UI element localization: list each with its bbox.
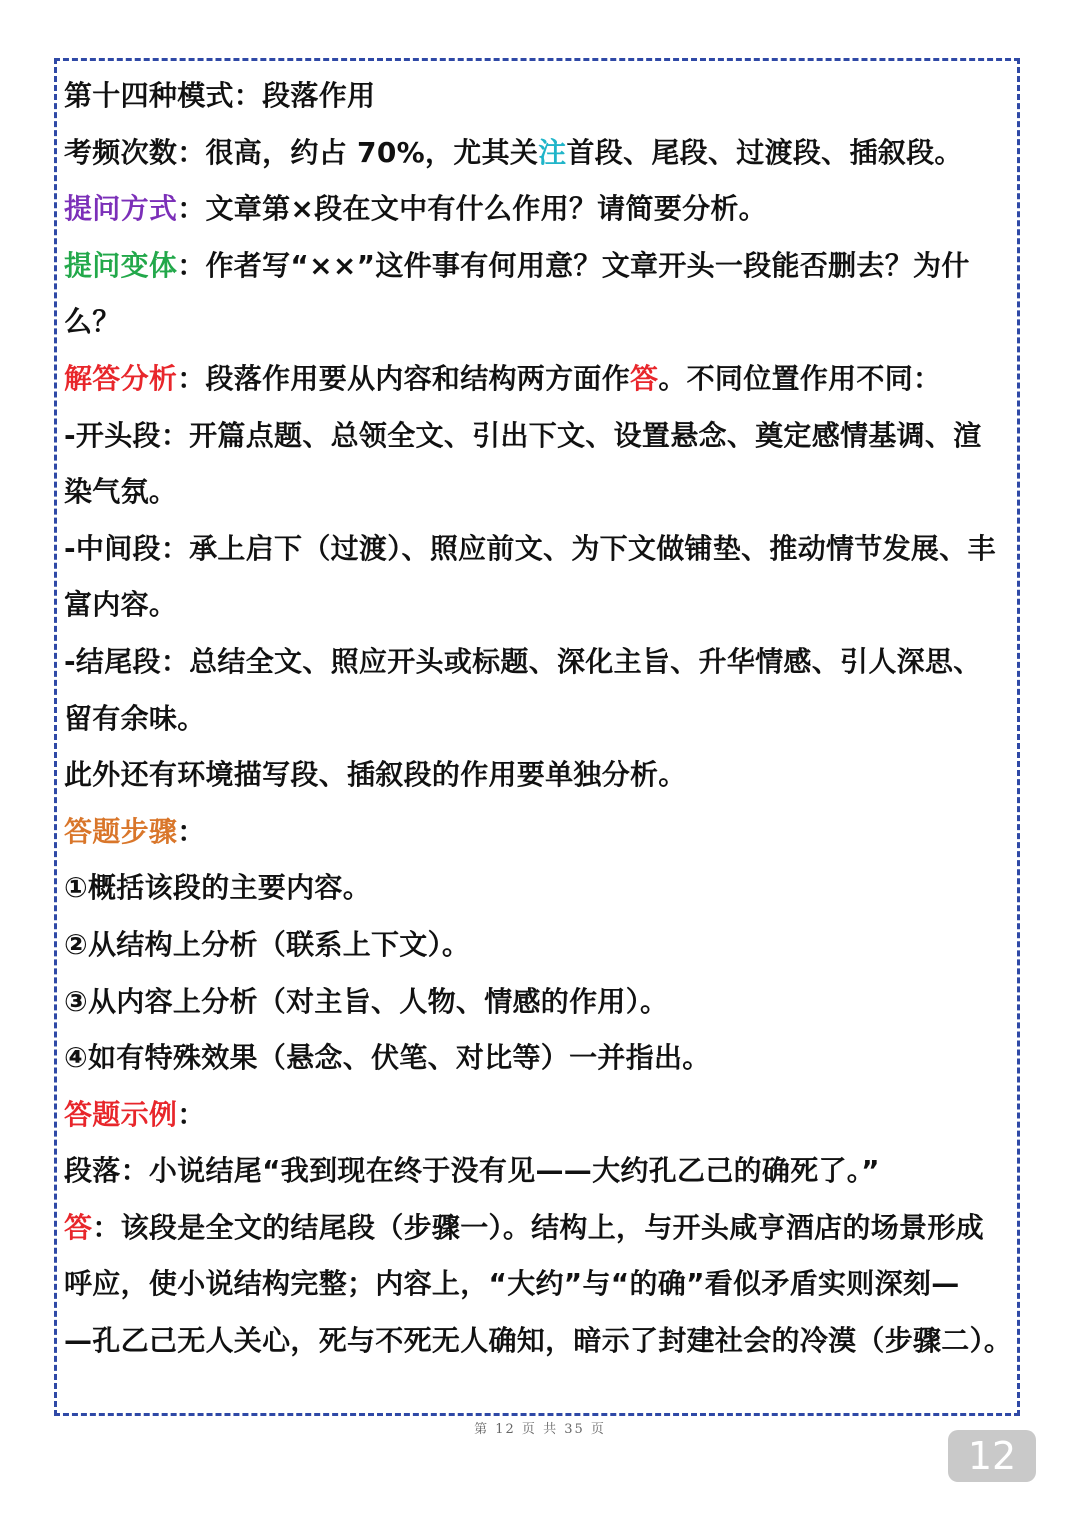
question-style-line <box>64 181 1016 238</box>
middle-paragraph-line-2: 富内容。 <box>64 588 178 622</box>
steps-heading <box>64 804 1016 861</box>
analysis-text-end: 。不同位置作用不同： <box>658 361 942 395</box>
steps-colon: ： <box>177 814 206 848</box>
opening-paragraph-line: -开头段：开篇点题、总领全文、引出下文、设置悬念、奠定感情基调、渲 <box>64 418 982 452</box>
steps-label: 答题步骤 <box>64 814 178 848</box>
ending-paragraph-line: -结尾段：总结全文、照应开头或标题、深化主旨、升华情感、引人深思、 <box>64 644 982 678</box>
step-item: ②从结构上分析（联系上下文）。 <box>64 927 471 961</box>
section-title: 第十四种模式：段落作用 <box>64 79 376 112</box>
frequency-highlight: 注 <box>538 135 567 169</box>
question-variant-line <box>64 238 1016 295</box>
step-item: ③从内容上分析（对主旨、人物、情感的作用）。 <box>64 984 669 1018</box>
question-style-label: 提问方式 <box>64 192 178 226</box>
analysis-label: 解答分析 <box>64 361 178 395</box>
step-item: ①概括该段的主要内容。 <box>64 871 372 905</box>
step-item: ④如有特殊效果（悬念、伏笔、对比等）一并指出。 <box>64 1041 711 1075</box>
ending-paragraph-line-2: 留有余味。 <box>64 701 206 735</box>
analysis-line <box>64 351 1016 408</box>
example-answer-line-3: —孔乙己无人关心，死与不死无人确知，暗示了封建社会的冷漠（步骤二）。 <box>64 1324 1013 1358</box>
frequency-line <box>64 125 1016 182</box>
example-label: 答题示例 <box>64 1097 178 1131</box>
question-variant-line-2: 么？ <box>64 305 121 339</box>
analysis-highlight: 答 <box>630 361 659 395</box>
example-heading <box>64 1087 1016 1144</box>
analysis-text: ：段落作用要从内容和结构两方面作 <box>177 361 631 395</box>
example-colon: ： <box>177 1097 206 1131</box>
middle-paragraph-line: -中间段：承上启下（过渡）、照应前文、为下文做铺垫、推动情节发展、丰 <box>64 531 996 565</box>
frequency-text-end: 首段、尾段、过渡段、插叙段。 <box>566 135 963 169</box>
frequency-text: 考频次数：很高，约占 70%，尤其关 <box>64 135 539 169</box>
answer-text: ：该段是全文的结尾段（步骤一）。结构上，与开头咸亨酒店的场景形成 <box>92 1210 984 1244</box>
question-style-text: ：文章第×段在文中有什么作用？请简要分析。 <box>177 192 767 226</box>
answer-label: 答 <box>64 1210 93 1244</box>
example-answer-line-2: 呼应，使小说结构完整；内容上，“大约”与“的确”看似矛盾实则深刻— <box>64 1267 960 1301</box>
example-answer-line <box>64 1200 1016 1257</box>
extra-note: 此外还有环境描写段、插叙段的作用要单独分析。 <box>64 758 687 792</box>
question-variant-text: ：作者写“××”这件事有何用意？文章开头一段能否删去？为什 <box>177 248 970 282</box>
page-footer: 第 12 页 共 35 页 <box>474 1422 606 1437</box>
example-passage: 段落：小说结尾“我到现在终于没有见——大约孔乙己的确死了。” <box>64 1154 880 1188</box>
page-number-badge: 12 <box>948 1430 1036 1482</box>
document-body <box>64 68 1016 1370</box>
opening-paragraph-line-2: 染气氛。 <box>64 475 178 509</box>
question-variant-label: 提问变体 <box>64 248 178 282</box>
